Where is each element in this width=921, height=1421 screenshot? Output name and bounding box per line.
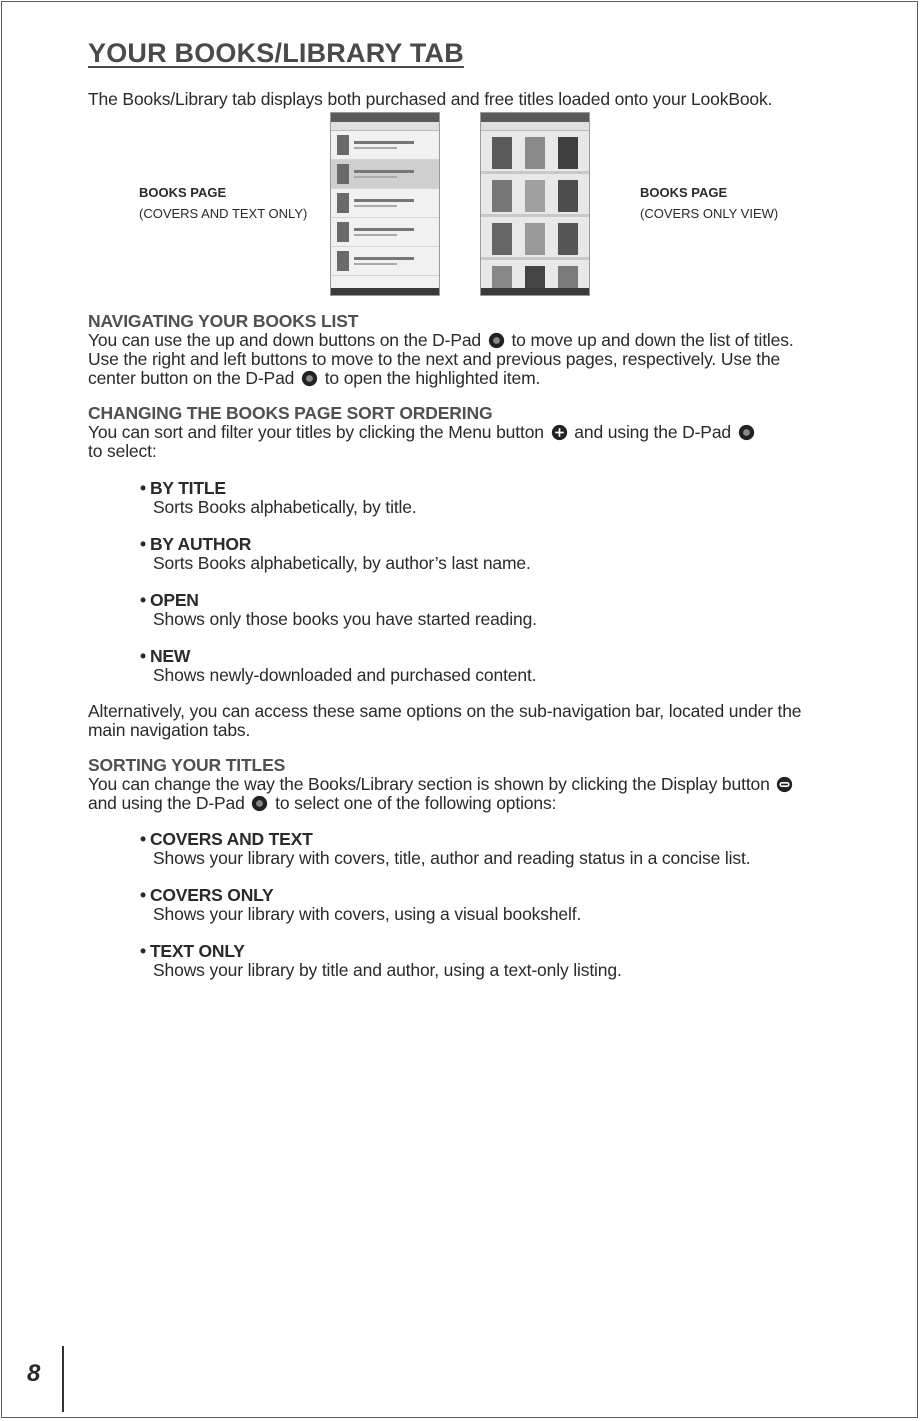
figure-label-right-sub: (COVERS ONLY VIEW) [640,206,779,221]
display-button-icon [776,776,793,793]
dpad-icon [251,795,268,812]
section-heading: NAVIGATING YOUR BOOKS LIST [88,311,359,331]
figure-label-right [640,182,778,224]
section-changing-sort: CHANGING THE BOOKS PAGE SORT ORDERING You can sort and filter your titles by clicking the Menu button and using the D-Pad to select: [88,404,828,461]
page-number: 8 [27,1360,41,1387]
bookshelf-row [481,217,589,260]
section-navigating: NAVIGATING YOUR BOOKS LIST You can use the up and down buttons on the D-Pad to move up and down the list of titles. Use the right and left buttons to move to the next and previous pages, respectively. Use the center button on the D-Pad to open the highlighted item. [88,312,828,388]
figure-label-right-title: BOOKS PAGE [640,185,728,200]
section-heading: CHANGING THE BOOKS PAGE SORT ORDERING [88,403,493,423]
dpad-icon [301,370,318,387]
list-item: • NEW Shows newly-downloaded and purchased content. [140,646,537,685]
figures [0,112,921,298]
figure-label-left-sub: (COVERS AND TEXT ONLY) [139,206,308,221]
figure-label-left [139,182,307,224]
list-item: • BY AUTHOR Sorts Books alphabetically, by author’s last name. [140,534,531,573]
page-title: YOUR BOOKS/LIBRARY TAB [88,38,464,68]
alternatively-text: Alternatively, you can access these same options on the sub-navigation bar, located under the main navigation tabs. [88,701,802,740]
dpad-icon [738,424,755,441]
section-sorting: SORTING YOUR TITLES You can change the way the Books/Library section is shown by clicking the Display button and using the D-Pad to select one of the following options: [88,756,828,813]
list-item: • BY TITLE Sorts Books alphabetically, by title. [140,478,417,517]
list-item: • COVERS AND TEXT Shows your library with covers, title, author and reading status in a concise list. [140,829,751,868]
display-option-list [140,830,820,980]
list-item [331,131,439,160]
bookshelf-row [481,174,589,217]
list-item [331,247,439,276]
figure-label-left-title: BOOKS PAGE [139,185,227,200]
bookshelf-row [481,131,589,174]
list-item [331,218,439,247]
screenshot-covers-and-text [330,112,440,296]
list-item [331,160,439,189]
list-item: • COVERS ONLY Shows your library with covers, using a visual bookshelf. [140,885,582,924]
screenshot-covers-only [480,112,590,296]
menu-button-icon [551,424,568,441]
list-item: • OPEN Shows only those books you have started reading. [140,590,537,629]
sort-option-list [140,479,820,685]
page-number-rule [62,1346,64,1412]
section-heading: SORTING YOUR TITLES [88,755,286,775]
list-item: • TEXT ONLY Shows your library by title and author, using a text-only listing. [140,941,622,980]
list-item [331,189,439,218]
intro-text: The Books/Library tab displays both purchased and free titles loaded onto your LookBook. [88,89,773,109]
dpad-icon [488,332,505,349]
